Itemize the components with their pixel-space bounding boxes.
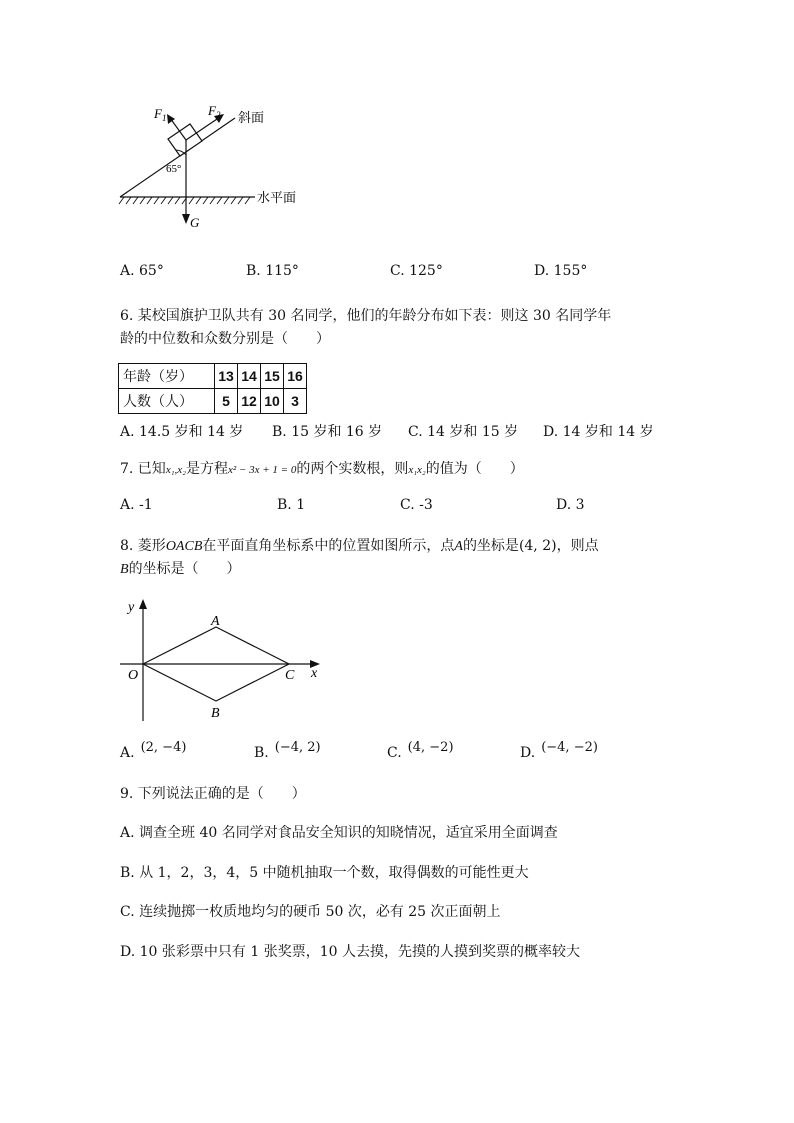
q6-text-line1: 6. 某校国旗护卫队共有 30 名同学，他们的年龄分布如下表：则这 30 名同学年	[120, 308, 612, 324]
q5-option-d: D. 155°	[534, 263, 588, 279]
q8-point-a: A	[454, 539, 463, 554]
age-cell: 15	[261, 364, 284, 389]
q7-option-a: A. -1	[120, 497, 153, 513]
q7-option-b: B. 1	[277, 497, 306, 513]
point-a-label: A	[211, 614, 220, 629]
ground-label: 水平面	[257, 190, 297, 205]
q7-text: 7. 已知x₁,x₂是方程x² − 3x + 1 = 0的两个实数根，则x₁x₂的值为（ ）	[120, 461, 524, 477]
age-cell: 13	[215, 364, 238, 389]
q6-option-a: A. 14.5 岁和 14 岁	[120, 424, 244, 440]
q7-product: x₁x₂	[408, 464, 426, 476]
point-b-label: B	[211, 706, 220, 721]
gravity-label: G	[190, 215, 200, 230]
q5-option-a: A. 65°	[120, 263, 164, 279]
q8-option-c: C. (4, −2)	[387, 740, 454, 761]
incline-force-diagram	[110, 100, 320, 235]
age-table	[118, 363, 307, 414]
count-cell: 10	[261, 389, 284, 414]
q8-option-d: D. (−4, −2)	[520, 740, 598, 761]
q9-option-d: D. 10 张彩票中只有 1 张奖票，10 人去摸，先摸的人摸到奖票的概率较大	[120, 944, 580, 960]
axis-label-y: y	[128, 600, 135, 615]
axis-label-x: x	[311, 666, 318, 681]
q6-option-c: C. 14 岁和 15 岁	[408, 424, 519, 440]
q8-text-line2: B的坐标是（ ）	[120, 561, 241, 577]
f1-label: $F_1$	[154, 106, 167, 123]
q9-option-a: A. 调查全班 40 名同学对食品安全知识的知晓情况，适宜采用全面调查	[120, 825, 558, 841]
age-header: 年龄（岁）	[119, 364, 215, 389]
q8-point-b: B	[120, 562, 129, 577]
q6-option-b: B. 15 岁和 16 岁	[272, 424, 383, 440]
count-header: 人数（人）	[119, 389, 215, 414]
angle-label: 65°	[166, 163, 182, 175]
q7-equation: x² − 3x + 1 = 0	[227, 464, 297, 476]
q8-shape: OACB	[165, 539, 203, 554]
q9-option-c: C. 连续抛掷一枚质地均匀的硬币 50 次，必有 25 次正面朝上	[120, 904, 501, 920]
count-cell: 12	[238, 389, 261, 414]
point-o-label: O	[128, 668, 139, 683]
q5-option-b: B. 115°	[246, 263, 299, 279]
q6-text-line2: 龄的中位数和众数分别是（ ）	[120, 331, 330, 347]
rhombus-coordinate-figure	[115, 595, 330, 725]
q7-option-d: D. 3	[556, 497, 585, 513]
q7-option-c: C. -3	[400, 497, 433, 513]
age-row	[119, 364, 307, 389]
count-cell: 3	[284, 389, 307, 414]
q6-option-d: D. 14 岁和 14 岁	[543, 424, 654, 440]
q7-vars: x₁,x₂	[165, 464, 186, 476]
f2-label: $F_2$	[208, 103, 221, 120]
q8-coord: (4, 2)	[518, 538, 557, 554]
count-row	[119, 389, 307, 414]
slope-label: 斜面	[238, 110, 265, 125]
count-cell: 5	[215, 389, 238, 414]
q8-option-b: B. (−4, 2)	[254, 740, 321, 761]
q8-text-line1: 8. 菱形OACB在平面直角坐标系中的位置如图所示，点A的坐标是(4, 2)，则点	[120, 538, 599, 554]
q9-option-b: B. 从 1，2，3，4，5 中随机抽取一个数，取得偶数的可能性更大	[120, 865, 529, 881]
q8-option-a: A. (2, −4)	[120, 740, 187, 761]
age-cell: 16	[284, 364, 307, 389]
point-c-label: C	[285, 668, 295, 683]
q9-text: 9. 下列说法正确的是（ ）	[120, 786, 306, 802]
age-cell: 14	[238, 364, 261, 389]
q5-option-c: C. 125°	[390, 263, 443, 279]
